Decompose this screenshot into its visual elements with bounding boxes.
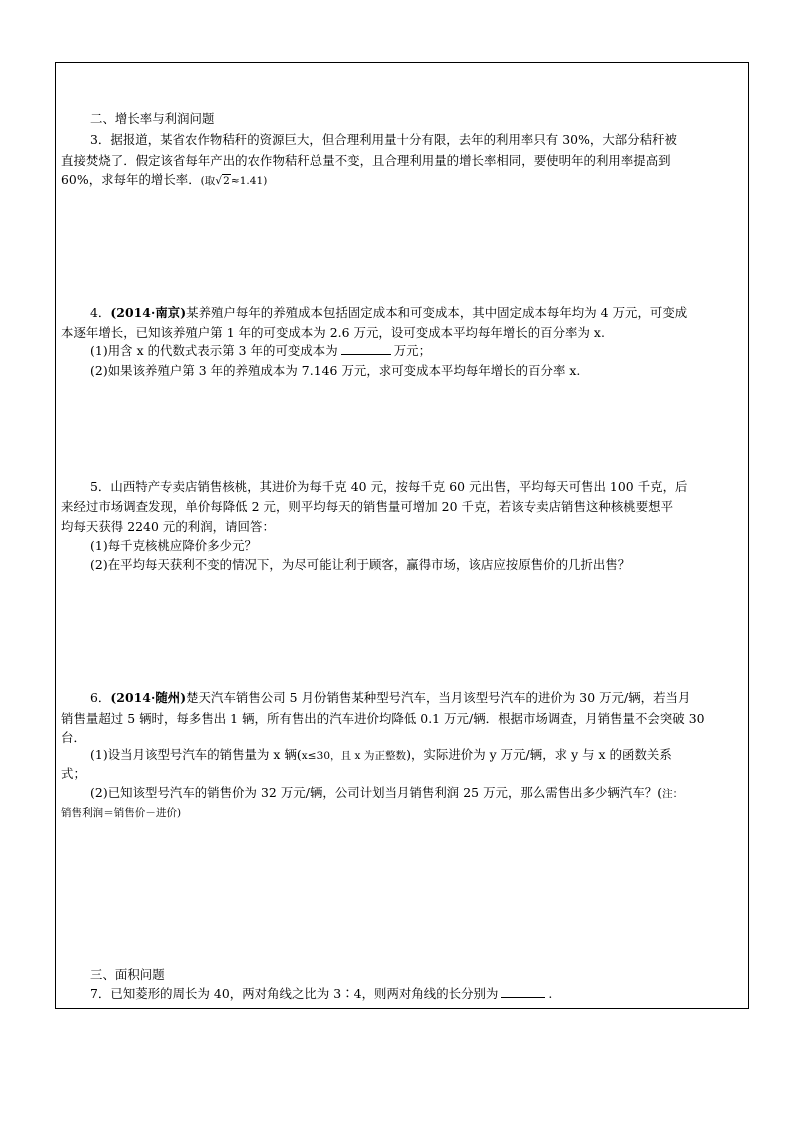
q6-line-1-rest: 楚天汽车销售公司 5 月份销售某种型号汽车，当月该型号汽车的进价为 30 万元/辆，若当月	[186, 690, 691, 705]
q6-sub-1-b: )，实际进价为 y 万元/辆，求 y 与 x 的函数关系	[406, 747, 672, 762]
q6-sub-1	[90, 746, 672, 765]
q5-line-2: 来经过市场调查发现，单价每降低 2 元，则平均每天的销售量可增加 20 千克，若该专卖店销售这种核桃要想平	[61, 499, 674, 514]
q5-line-3: 均每天获得 2240 元的利润，请回答：	[61, 519, 275, 534]
q3-note-prefix: (取	[200, 175, 216, 187]
q4-source: (2014·南京)	[110, 305, 187, 320]
q4-sub-1-after: 万元；	[393, 343, 432, 358]
q7-line	[90, 985, 552, 1003]
q6-sub-2	[90, 784, 683, 803]
q4-sub-1	[90, 342, 431, 360]
sqrt-radicand: 2	[223, 175, 230, 187]
q6-number: 6．	[90, 690, 111, 705]
q3-line-3	[61, 171, 267, 190]
q4-answer-blank[interactable]	[341, 342, 391, 355]
q5-sub-2: (2)在平均每天获利不变的情况下，为尽可能让利于顾客，赢得市场，该店应按原售价的几折出售？	[90, 557, 631, 572]
q6-sub-2-note: 注：	[662, 788, 684, 800]
q4-line-1-rest: 某养殖户每年的养殖成本包括固定成本和可变成本，其中固定成本每年均为 4 万元，可变成	[186, 305, 688, 320]
q7-answer-blank[interactable]	[501, 985, 545, 998]
q7-text: 7．已知菱形的周长为 40，两对角线之比为 3∶4，则两对角线的长分别为	[90, 986, 499, 1001]
q6-source: (2014·随州)	[110, 690, 187, 705]
sqrt-symbol: √2	[215, 175, 230, 187]
q4-sub-2: (2)如果该养殖户第 3 年的养殖成本为 7.146 万元，求可变成本平均每年增长的百分率 x.	[90, 363, 581, 378]
q4-line-1	[90, 304, 687, 322]
q6-line-1	[90, 689, 690, 707]
q6-sub-2-line-2: 销售利润＝销售价－进价)	[61, 807, 182, 819]
q4-sub-1-before: (1)用含 x 的代数式表示第 3 年的可变成本为	[90, 343, 338, 358]
q4-line-2: 本逐年增长，已知该养殖户第 1 年的可变成本为 2.6 万元，设可变成本平均每年增长的百分率为 x.	[61, 325, 605, 340]
q5-sub-1: (1)每千克核桃应降价多少元？	[90, 538, 257, 553]
q3-note-suffix: ≈1.41)	[230, 175, 268, 187]
q6-sub-1-line-2: 式；	[61, 766, 86, 781]
q5-line-1: 5．山西特产专卖店销售核桃，其进价为每千克 40 元，按每千克 60 元出售，平均每天可售出 100 千克，后	[90, 479, 688, 494]
section-heading-area: 三、面积问题	[90, 967, 165, 982]
q6-sub-2-a: (2)已知该型号汽车的销售价为 32 万元/辆，公司计划当月销售利润 25 万元，那么需售出多少辆汽车？(	[90, 785, 663, 800]
q6-line-3: 台．	[61, 730, 86, 745]
q3-line-3-text: 60%，求每年的增长率．	[61, 172, 201, 187]
q6-sub-1-condition: x≤30，且 x 为正整数	[301, 750, 407, 762]
q6-sub-1-a: (1)设当月该型号汽车的销售量为 x 辆(	[90, 747, 302, 762]
q4-number: 4．	[90, 305, 111, 320]
section-heading-growth-profit: 二、增长率与利润问题	[90, 111, 215, 126]
q7-period: .	[548, 986, 553, 1001]
q6-line-2: 销售量超过 5 辆时，每多售出 1 辆，所有售出的汽车进价均降低 0.1 万元/辆．根据市场调查，月销售量不会突破 30	[61, 711, 705, 726]
q3-line-2: 直接焚烧了．假定该省每年产出的农作物秸秆总量不变，且合理利用量的增长率相同，要使明年的利用率提高到	[61, 153, 671, 168]
q3-line-1: 3．据报道，某省农作物秸秆的资源巨大，但合理利用量十分有限，去年的利用率只有 30%，大部分秸秆被	[90, 132, 677, 147]
